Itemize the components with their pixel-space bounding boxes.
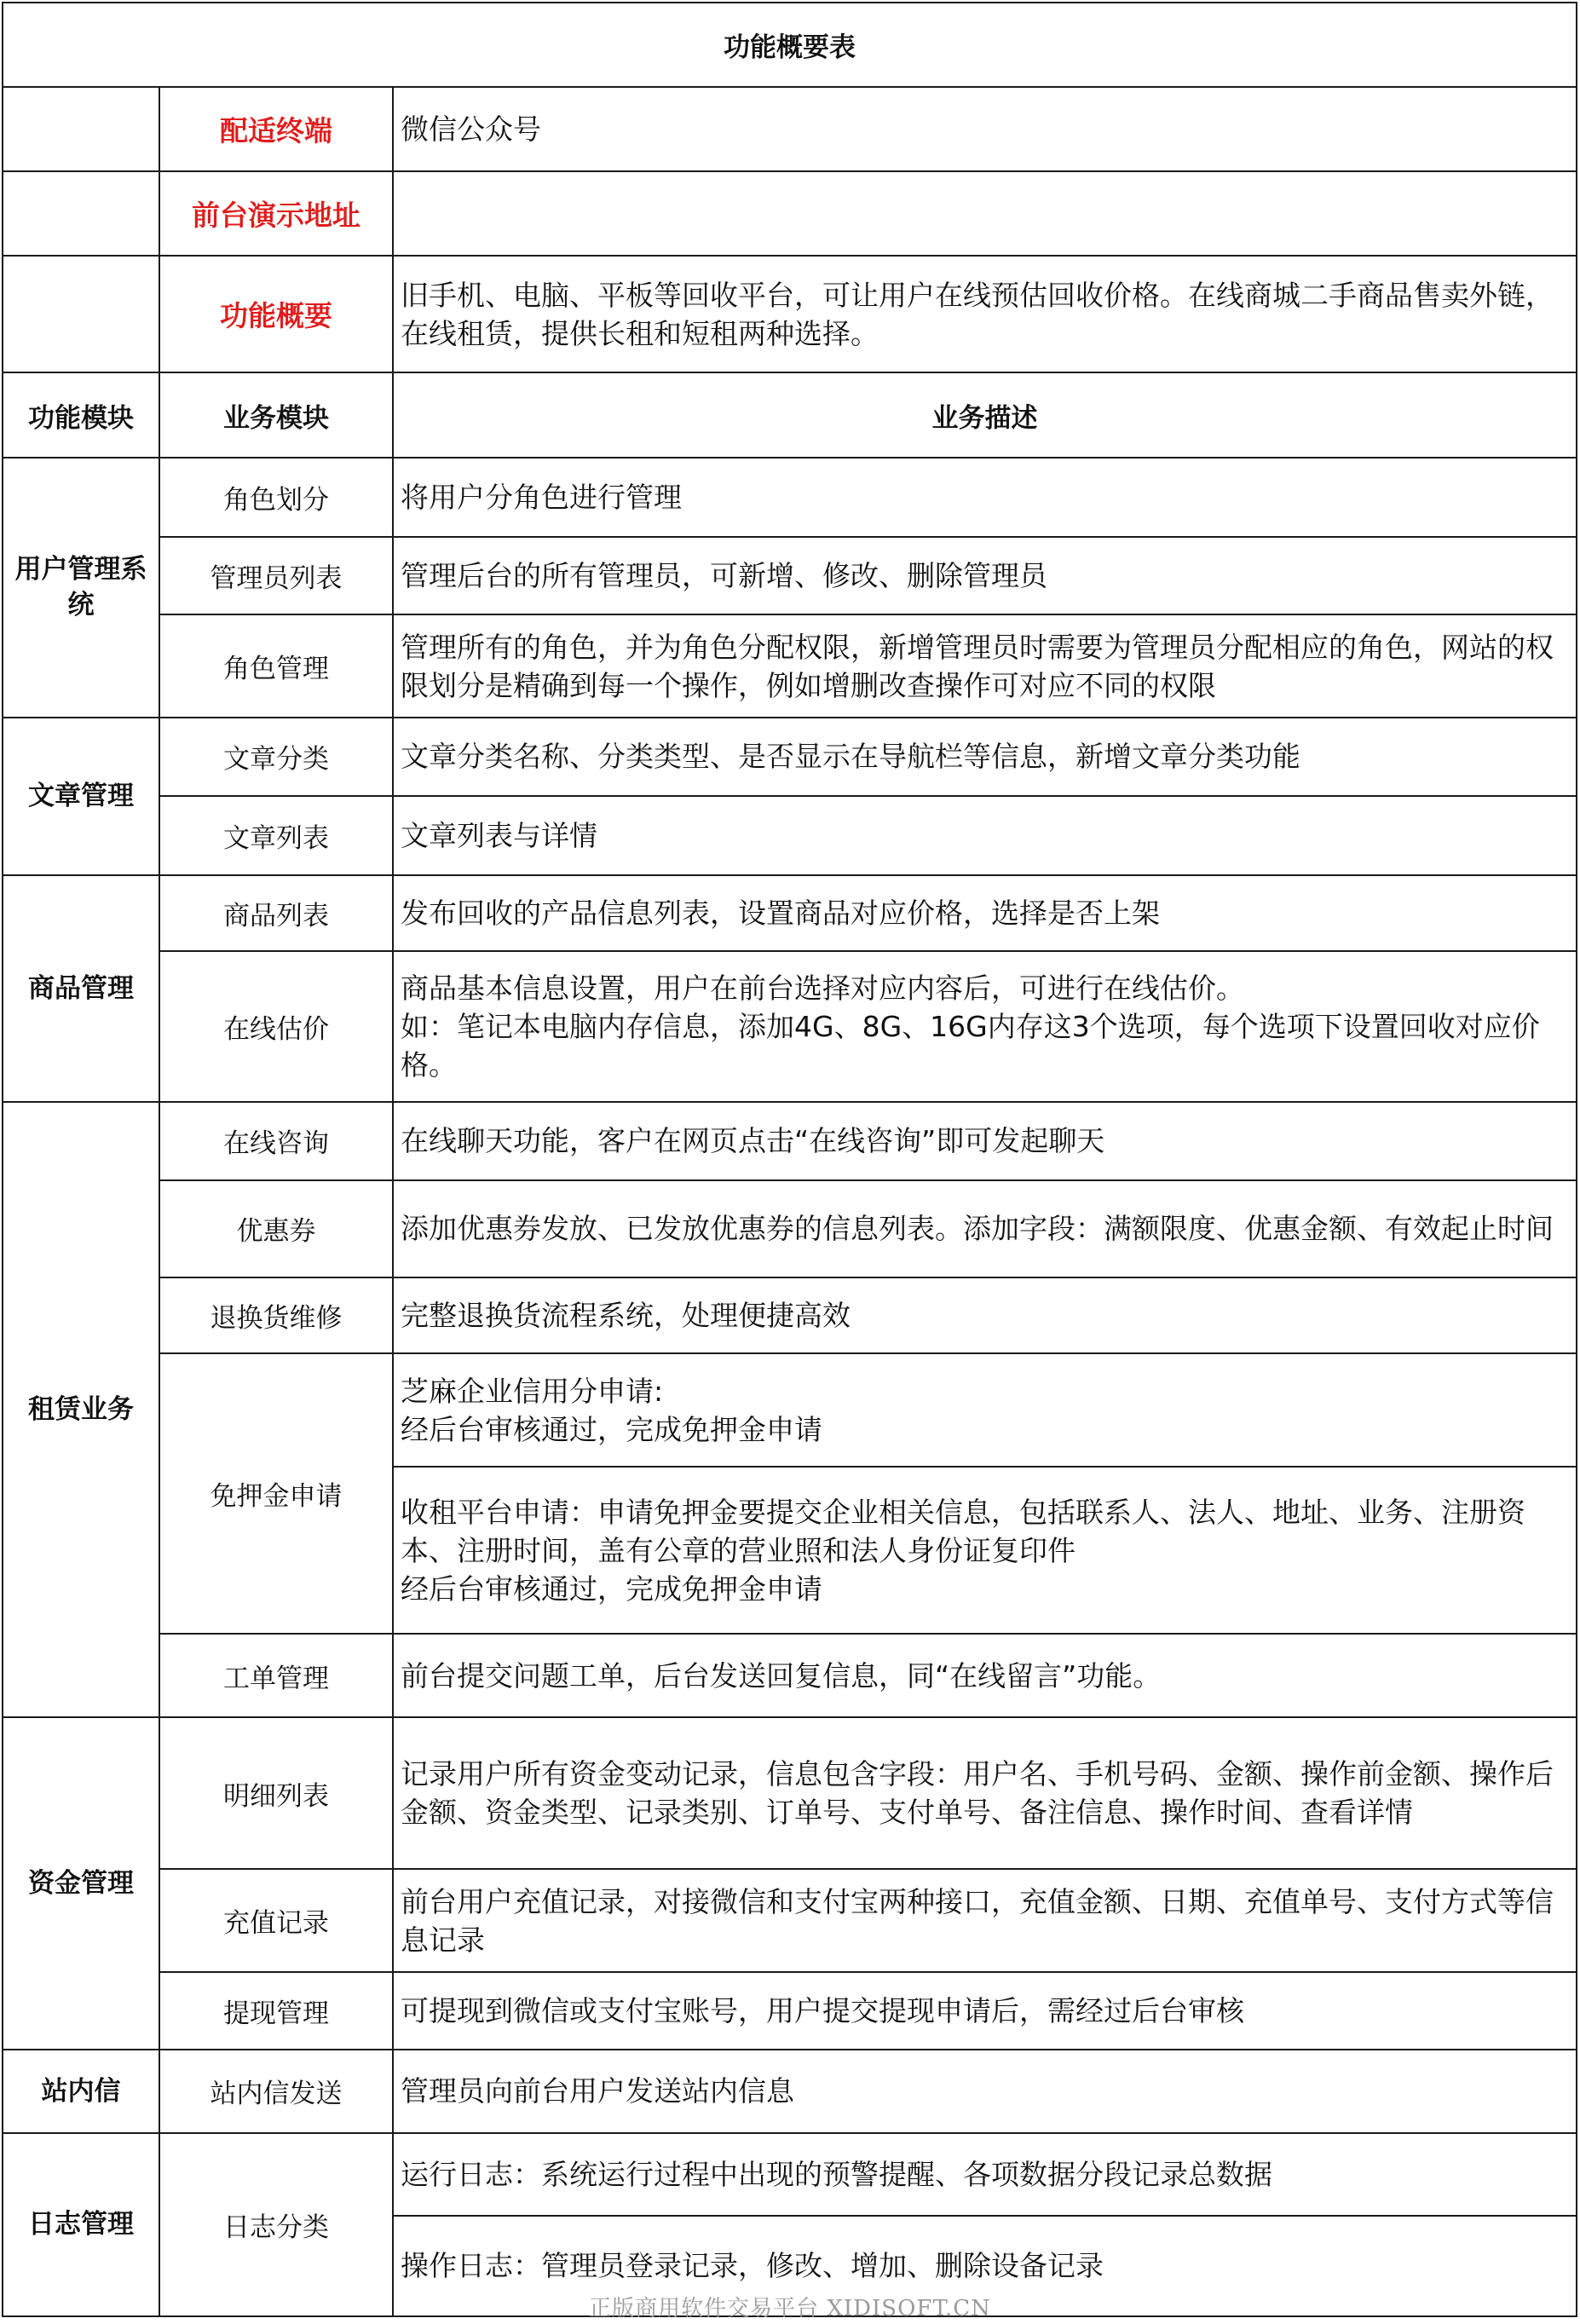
description-cell: [393, 2050, 1577, 2133]
module-name-cell: 文章管理: [3, 718, 159, 875]
description-cell: [393, 614, 1577, 717]
module-name-cell: 日志管理: [3, 2133, 159, 2316]
business-module-cell: 站内信发送: [159, 2050, 393, 2133]
column-header-description: 业务描述: [393, 372, 1577, 458]
table-row: [3, 1972, 1577, 2050]
table-row: [3, 1102, 1577, 1180]
description-cell: [393, 951, 1577, 1102]
description-cell: [393, 875, 1577, 951]
description-line: 文章列表与详情: [401, 818, 597, 852]
business-module-cell: 免押金申请: [159, 1353, 393, 1634]
overview-label: 功能概要: [159, 256, 393, 372]
description-line: 经后台审核通过，完成免押金申请: [401, 1571, 822, 1606]
description-cell: [393, 1277, 1577, 1353]
description-cell: [393, 1634, 1577, 1717]
business-module-cell: 优惠券: [159, 1180, 393, 1277]
description-cell: [393, 1869, 1577, 1971]
description-cell: [393, 537, 1577, 614]
module-name-cell: 用户管理系统: [3, 458, 159, 717]
business-module-cell: 工单管理: [159, 1634, 393, 1717]
terminal-label: 配适终端: [159, 87, 393, 171]
table-row: [3, 796, 1577, 875]
description-line: 操作日志：管理员登录记录，修改、增加、删除设备记录: [401, 2249, 1104, 2283]
description-cell: [393, 1353, 1577, 1467]
description-cell: [393, 458, 1577, 537]
description-cell: [393, 1180, 1577, 1277]
column-header-module: 功能模块: [3, 372, 159, 458]
feature-summary-table: [2, 2, 1577, 2317]
blank-cell: [3, 87, 159, 171]
table-row: [3, 537, 1577, 614]
column-header-business: 业务模块: [159, 372, 393, 458]
business-module-cell: 管理员列表: [159, 537, 393, 614]
demo-address-label: 前台演示地址: [159, 171, 393, 256]
description-line: 发布回收的产品信息列表，设置商品对应价格，选择是否上架: [401, 896, 1160, 930]
description-line: 如：笔记本电脑内存信息，添加4G、8G、16G内存这3个选项，每个选项下设置回收对应价格。: [401, 1009, 1540, 1081]
business-module-cell: 商品列表: [159, 875, 393, 951]
description-cell: [393, 796, 1577, 875]
description-line: 可提现到微信或支付宝账号，用户提交提现申请后，需经过后台审核: [401, 1993, 1244, 2027]
watermark: 正版商用软件交易平台 XIDISOFT.CN: [589, 2296, 991, 2321]
module-name-cell: 商品管理: [3, 875, 159, 1102]
description-cell: [393, 1102, 1577, 1180]
table-row: [3, 1634, 1577, 1717]
business-module-cell: 退换货维修: [159, 1277, 393, 1353]
description-line: 前台提交问题工单，后台发送回复信息，同“在线留言”功能。: [401, 1658, 1162, 1693]
description-cell: [393, 2133, 1577, 2216]
description-cell: [393, 718, 1577, 796]
business-module-cell: 充值记录: [159, 1869, 393, 1971]
table-row: [3, 718, 1577, 796]
table-row: [3, 875, 1577, 951]
table-row: [3, 2050, 1577, 2133]
business-module-cell: 角色管理: [159, 614, 393, 717]
table-row: [3, 458, 1577, 537]
description-cell: [393, 1717, 1577, 1869]
module-name-cell: 租赁业务: [3, 1102, 159, 1718]
business-module-cell: 明细列表: [159, 1717, 393, 1869]
description-cell: [393, 1972, 1577, 2050]
table-row: [3, 614, 1577, 717]
description-line: 收租平台申请：申请免押金要提交企业相关信息，包括联系人、法人、地址、业务、注册资本、注册时间，盖有公章的营业照和法人身份证复印件: [401, 1495, 1525, 1567]
description-line: 在线聊天功能，客户在网页点击“在线咨询”即可发起聊天: [401, 1124, 1105, 1158]
description-line: 商品基本信息设置，用户在前台选择对应内容后，可进行在线估价。: [401, 971, 1244, 1005]
module-name-cell: 资金管理: [3, 1717, 159, 2049]
description-line: 管理后台的所有管理员，可新增、修改、删除管理员: [401, 559, 1047, 593]
business-module-cell: 提现管理: [159, 1972, 393, 2050]
table-row: [3, 951, 1577, 1102]
table-row: [3, 1277, 1577, 1353]
business-module-cell: 在线咨询: [159, 1102, 393, 1180]
table-row: [3, 1180, 1577, 1277]
business-module-cell: 在线估价: [159, 951, 393, 1102]
blank-cell: [3, 171, 159, 256]
terminal-value: 微信公众号: [393, 87, 1577, 171]
table-title: 功能概要表: [3, 3, 1577, 87]
description-line: 将用户分角色进行管理: [401, 481, 682, 515]
overview-value: 旧手机、电脑、平板等回收平台，可让用户在线预估回收价格。在线商城二手商品售卖外链，在线租赁，提供长租和短租两种选择。: [393, 256, 1577, 372]
description-line: 运行日志：系统运行过程中出现的预警提醒、各项数据分段记录总数据: [401, 2157, 1272, 2191]
table-row: [3, 1717, 1577, 1869]
description-line: 管理员向前台用户发送站内信息: [401, 2074, 794, 2108]
demo-address-value: [393, 171, 1577, 256]
description-cell: [393, 1467, 1577, 1634]
blank-cell: [3, 256, 159, 372]
business-module-cell: 日志分类: [159, 2133, 393, 2316]
table-body: [3, 3, 1577, 2316]
description-line: 前台用户充值记录，对接微信和支付宝两种接口，充值金额、日期、充值单号、支付方式等信息记录: [401, 1884, 1554, 1957]
description-line: 完整退换货流程系统，处理便捷高效: [401, 1299, 851, 1333]
description-line: 记录用户所有资金变动记录，信息包含字段：用户名、手机号码、金额、操作前金额、操作后金额、资金类型、记录类别、订单号、支付单号、备注信息、操作时间、查看详情: [401, 1757, 1554, 1830]
description-line: 管理所有的角色，并为角色分配权限，新增管理员时需要为管理员分配相应的角色，网站的权限划分是精确到每一个操作，例如增删改查操作可对应不同的权限: [401, 630, 1554, 702]
module-name-cell: 站内信: [3, 2050, 159, 2133]
business-module-cell: 角色划分: [159, 458, 393, 537]
table-row: [3, 2133, 1577, 2216]
description-line: 经后台审核通过，完成免押金申请: [401, 1412, 822, 1446]
description-line: 文章分类名称、分类类型、是否显示在导航栏等信息，新增文章分类功能: [401, 740, 1300, 774]
description-line: 芝麻企业信用分申请:: [401, 1374, 664, 1408]
business-module-cell: 文章列表: [159, 796, 393, 875]
table-row: [3, 1869, 1577, 1971]
table-row: [3, 1353, 1577, 1467]
description-line: 添加优惠券发放、已发放优惠券的信息列表。添加字段：满额限度、优惠金额、有效起止时间: [401, 1212, 1554, 1246]
business-module-cell: 文章分类: [159, 718, 393, 796]
